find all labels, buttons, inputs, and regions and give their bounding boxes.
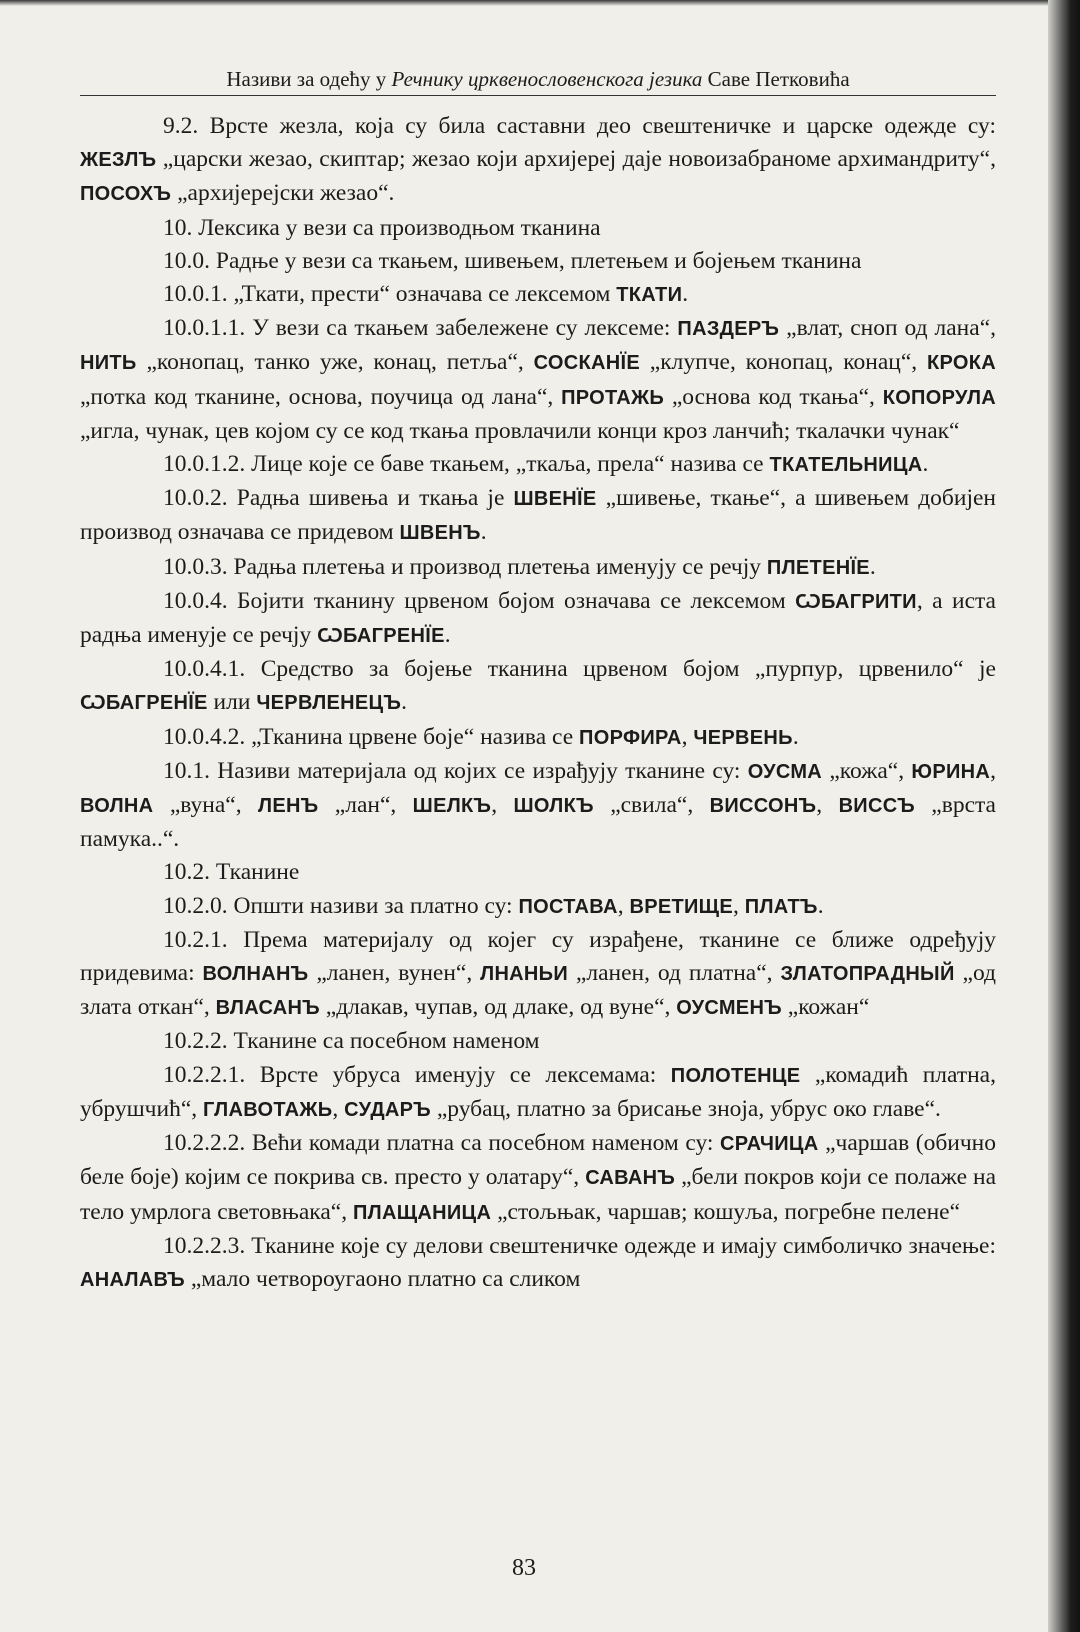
slavonic-lexeme: ВИССЪ bbox=[838, 795, 915, 818]
text-run: 10. Лексика у вези са производњом тканина bbox=[163, 214, 601, 241]
text-run: „ланен, вунен“, bbox=[308, 960, 481, 987]
slavonic-lexeme: ШОЛКЪ bbox=[513, 795, 594, 818]
slavonic-lexeme: ЧЕРВЛЕНЕЦЪ bbox=[256, 692, 402, 715]
slavonic-lexeme: ПОСТАВА bbox=[518, 895, 618, 918]
slavonic-lexeme: ЖЕЗЛЪ bbox=[80, 149, 157, 172]
header-rule bbox=[80, 95, 996, 96]
slavonic-lexeme: ПЛАТЪ bbox=[744, 895, 818, 918]
text-run: . bbox=[444, 622, 451, 649]
paragraph bbox=[80, 1025, 996, 1058]
slavonic-lexeme: ТКАТЕЛЬНИЦА bbox=[769, 454, 923, 477]
slavonic-lexeme: ОУСМА bbox=[747, 760, 823, 783]
text-run: , bbox=[990, 757, 997, 784]
slavonic-lexeme: ВЛАСАНЪ bbox=[215, 997, 320, 1020]
text-run: , bbox=[816, 792, 839, 819]
slavonic-lexeme: ѠБАГРЕНЇЕ bbox=[80, 692, 208, 715]
slavonic-lexeme: ШВЕНЪ bbox=[399, 522, 481, 545]
slavonic-lexeme: СУДАРЪ bbox=[344, 1098, 431, 1121]
header-prefix: Називи за одећу у bbox=[226, 67, 392, 91]
text-run: . bbox=[817, 892, 824, 919]
text-run: 10.2.2.3. Тканине које су делови свештеничке одежде и имају симболичко значење: bbox=[163, 1232, 996, 1259]
slavonic-lexeme: ПРОТАЖЬ bbox=[561, 386, 665, 409]
slavonic-lexeme: ШВЕНЇЕ bbox=[513, 488, 597, 511]
slavonic-lexeme: ПАЗДЕРЪ bbox=[677, 318, 780, 341]
text-run: „вуна“, bbox=[153, 792, 258, 819]
slavonic-lexeme: АНАЛАВЪ bbox=[80, 1268, 185, 1291]
slavonic-lexeme: ГЛАВОТАЖЬ bbox=[203, 1098, 333, 1121]
text-run: „комадић платна, убрушчић“, bbox=[80, 1061, 996, 1122]
text-run: , bbox=[491, 792, 514, 819]
paragraph bbox=[80, 245, 996, 278]
slavonic-lexeme: ШЕЛКЪ bbox=[412, 795, 492, 818]
paragraph bbox=[80, 755, 996, 857]
slavonic-lexeme: ЗЛАТОПРАДНЫЙ bbox=[780, 963, 955, 986]
slavonic-lexeme: ПОСОХЪ bbox=[80, 183, 172, 206]
text-run: „врста памука..“. bbox=[80, 792, 996, 853]
slavonic-lexeme: СОСКАНЇЕ bbox=[533, 352, 640, 375]
text-run: „кожан“ bbox=[781, 994, 870, 1021]
text-run: 10.1. Називи материјала од којих се израђују тканине су: bbox=[163, 757, 748, 784]
running-header bbox=[82, 66, 994, 92]
paragraph bbox=[80, 721, 996, 755]
slavonic-lexeme: КОПОРУЛА bbox=[882, 386, 997, 409]
slavonic-lexeme: ЛНАНЬИ bbox=[480, 963, 569, 986]
header-title-italic: Речнику црквенословенскога језика bbox=[391, 67, 703, 91]
slavonic-lexeme: СРАЧИЦА bbox=[720, 1133, 819, 1156]
text-run: . bbox=[682, 281, 689, 308]
paragraph bbox=[80, 890, 996, 924]
text-run: , а иста радња именује се речју bbox=[80, 587, 996, 649]
paragraph bbox=[80, 312, 996, 448]
text-run: или bbox=[207, 689, 257, 716]
text-run: 10.0.4. Бојити тканину црвеном бојом означава се лексемом bbox=[163, 587, 796, 614]
text-run: „лан“, bbox=[318, 792, 413, 819]
text-run: 10.0.2. Радња шивења и ткања је bbox=[163, 485, 514, 512]
text-run: , bbox=[681, 723, 694, 750]
text-run: , bbox=[617, 892, 630, 919]
text-run: 10.0.3. Радња плетења и производ плетења именују се речју bbox=[163, 553, 767, 580]
slavonic-lexeme: КРОКА bbox=[927, 352, 996, 375]
slavonic-lexeme: ПЛАЩАНИЦА bbox=[352, 1201, 492, 1224]
slavonic-lexeme: САВАНЪ bbox=[585, 1167, 676, 1190]
paragraph bbox=[80, 110, 996, 212]
text-run: 10.2.2.2. Већи комади платна са посебном наменом су: bbox=[163, 1130, 720, 1157]
paragraph bbox=[80, 585, 996, 653]
paragraph bbox=[80, 278, 996, 312]
slavonic-lexeme: ВИССОНЪ bbox=[709, 795, 817, 818]
text-run: 10.0.4.2. „Тканина црвене боје“ назива се bbox=[163, 723, 580, 750]
text-run: „длакав, чупав, од длаке, од вуне“, bbox=[319, 994, 677, 1021]
text-run: „чаршав (обично беле боје) којим се покрива св. престо у олатару“, bbox=[80, 1130, 996, 1191]
text-run: „свила“, bbox=[593, 792, 710, 819]
text-run: 10.0.1.1. У вези са ткањем забележене су лексеме: bbox=[163, 315, 678, 342]
paragraph bbox=[80, 212, 996, 245]
slavonic-lexeme: ВРЕТИЩЕ bbox=[629, 895, 734, 918]
paragraph bbox=[80, 1127, 996, 1230]
paragraph bbox=[80, 448, 996, 482]
paragraph bbox=[80, 653, 996, 720]
text-run: „рубац, платно за брисање зноја, убрус око главе“. bbox=[430, 1095, 941, 1122]
slavonic-lexeme: ѠБАГРИТИ bbox=[795, 590, 917, 613]
paragraph bbox=[80, 482, 996, 550]
header-suffix: Саве Петковића bbox=[702, 67, 850, 91]
text-run: 10.2.2.1. Врсте убруса именују се лексемама: bbox=[163, 1061, 671, 1088]
paragraph bbox=[80, 856, 996, 889]
text-run: 10.2.0. Општи називи за платно су: bbox=[163, 892, 519, 919]
text-run: 10.0.4.1. Средство за бојење тканина црвеном бојом „пурпур, црвенило“ је bbox=[163, 656, 996, 683]
text-run: 10.2.1. Према материјалу од којег су израђене, тканине се ближе одређују придевима: bbox=[80, 926, 996, 987]
text-run: . bbox=[869, 553, 876, 580]
slavonic-lexeme: ПОЛОТЕНЦЕ bbox=[670, 1064, 801, 1087]
text-run: 10.2.2. Тканине са посебном наменом bbox=[163, 1028, 540, 1055]
text-run: „од злата откан“, bbox=[80, 960, 996, 1021]
text-run: „царски жезао, скиптар; жезао који архијереј даје новоизабраноме архимандриту“, bbox=[156, 146, 996, 173]
text-run: , bbox=[733, 892, 745, 919]
text-run: „стољњак, чаршав; кошуља, погребне пелене“ bbox=[491, 1198, 961, 1225]
text-run: 10.2. Тканине bbox=[163, 859, 300, 886]
text-run: „мало четвороугаоно платно са сликом bbox=[185, 1265, 581, 1292]
slavonic-lexeme: НИТЬ bbox=[80, 352, 137, 375]
text-run: 9.2. Врсте жезла, која су била саставни део свештеничке и царске одежде су: bbox=[163, 113, 996, 139]
slavonic-lexeme: ЛЕНЪ bbox=[258, 795, 319, 818]
text-run: „игла, чунак, цев којом су се код ткања провлачили конци кроз ланчић; ткалачки чунак“ bbox=[80, 417, 960, 444]
text-run: . bbox=[401, 689, 408, 716]
paragraph bbox=[80, 1230, 996, 1297]
text-run: „архијерејски жезао“. bbox=[171, 180, 395, 207]
text-run: „кожа“, bbox=[822, 757, 912, 784]
text-run: „клупче, конопац, конац“, bbox=[639, 349, 927, 376]
book-spine-shadow bbox=[1048, 0, 1080, 1632]
slavonic-lexeme: ЮРИНА bbox=[911, 760, 991, 783]
text-run: „влат, сноп од лана“, bbox=[779, 315, 996, 342]
text-run: . bbox=[922, 451, 929, 478]
text-run: „основа код ткања“, bbox=[664, 383, 883, 410]
page-number: 83 bbox=[512, 1555, 536, 1581]
slavonic-lexeme: ПОРФИРА bbox=[579, 726, 682, 749]
slavonic-lexeme: ѠБАГРЕНЇЕ bbox=[317, 625, 445, 648]
text-run: 10.0. Радње у вези са ткањем, шивењем, плетењем и бојењем тканина bbox=[163, 247, 862, 274]
text-run: „ланен, од платна“, bbox=[568, 960, 781, 987]
body-text bbox=[80, 110, 996, 1297]
text-run: . bbox=[792, 723, 799, 750]
slavonic-lexeme: ВОЛНА bbox=[80, 795, 154, 818]
slavonic-lexeme: ТКАТИ bbox=[616, 284, 683, 307]
slavonic-lexeme: ВОЛНАНЪ bbox=[202, 963, 309, 986]
text-run: „конопац, танко уже, конац, петља“, bbox=[136, 349, 534, 376]
paragraph bbox=[80, 551, 996, 585]
text-run: „бели покров који се полаже на тело умрлога световњака“, bbox=[80, 1164, 996, 1225]
paragraph bbox=[80, 1059, 996, 1127]
text-run: , bbox=[332, 1095, 345, 1122]
text-run: 10.0.1.2. Лице које се баве ткањем, „ткаља, прела“ назива се bbox=[163, 451, 770, 478]
slavonic-lexeme: ЧЕРВЕНЬ bbox=[693, 726, 793, 749]
text-run: „шивење, ткање“, а шивењем добијен производ означава се придевом bbox=[80, 485, 997, 546]
text-run: 10.0.1. „Ткати, прести“ означава се лексемом bbox=[163, 281, 617, 308]
text-run: „потка код тканине, основа, поучица од лана“, bbox=[80, 383, 562, 410]
slavonic-lexeme: ОУСМЕНЪ bbox=[676, 997, 782, 1020]
paragraph bbox=[80, 924, 996, 1026]
text-run: . bbox=[480, 519, 487, 546]
slavonic-lexeme: ПЛЕТЕНЇЕ bbox=[766, 556, 870, 579]
